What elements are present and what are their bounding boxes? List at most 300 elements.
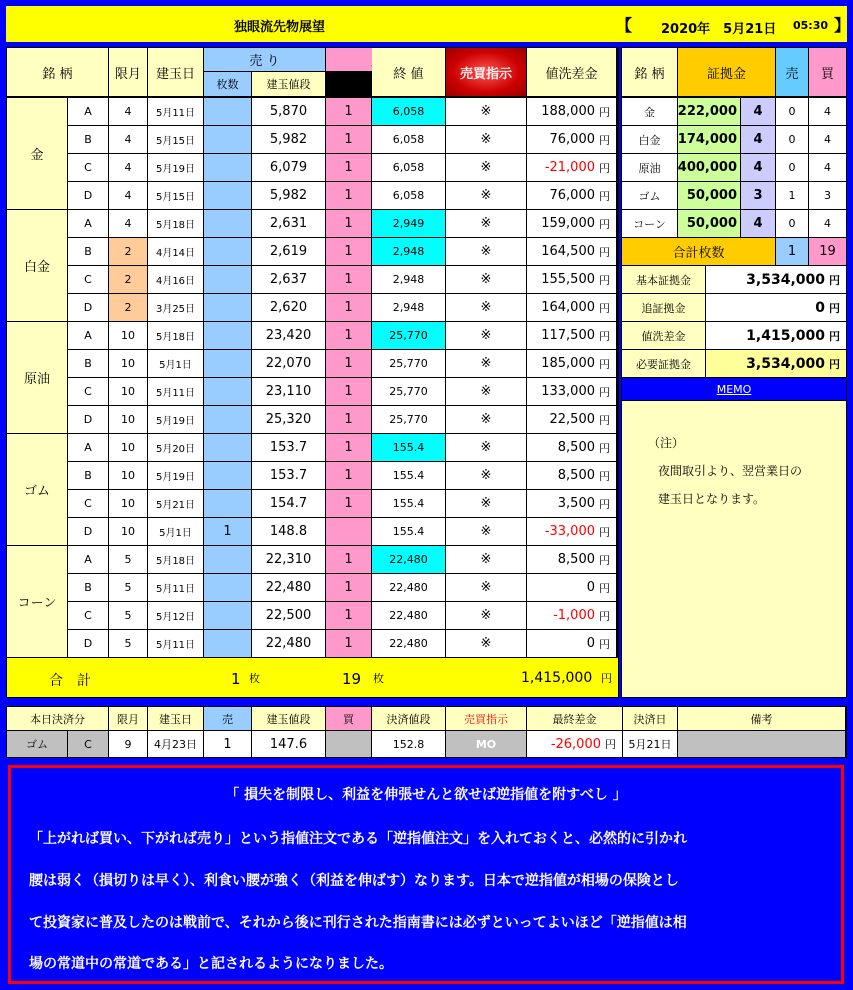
buy-lots: [326, 518, 371, 545]
cell-value: 185,000: [541, 356, 595, 371]
sell-lots: [204, 546, 251, 573]
contract-month: 2: [109, 294, 147, 321]
sell-lots: [204, 98, 251, 125]
report-time: 05:30: [793, 19, 829, 32]
total-lots-sell: 1: [776, 238, 808, 265]
margin-commodity: 原油: [622, 154, 677, 181]
sell-lots: [204, 434, 251, 461]
yen-unit: 円: [599, 441, 610, 455]
margin-amount: 222,000: [678, 98, 740, 125]
mark-to-market-diff: [527, 210, 616, 237]
mark-to-market-diff: [527, 294, 616, 321]
yen-unit: 円: [599, 245, 610, 259]
close-price: 2,948: [372, 266, 445, 293]
settle-header-notes: 備考: [678, 707, 845, 730]
buy-lots: 1: [326, 350, 371, 377]
summary-value: [706, 294, 846, 321]
yen-unit: 円: [599, 413, 610, 427]
settle-header-section: 本日決済分: [7, 707, 108, 730]
mark-to-market-diff: [527, 406, 616, 433]
mark-to-market-diff: [527, 154, 616, 181]
contract-code: C: [68, 490, 108, 517]
settle-header-open-price: 建玉値段: [252, 707, 325, 730]
total-diff: 1,415,000: [521, 670, 593, 686]
contract-month: 10: [109, 490, 147, 517]
contract-month: 5: [109, 630, 147, 657]
settle-open-price: 147.6: [252, 731, 325, 757]
close-price: 25,770: [372, 322, 445, 349]
margin-buy: 4: [809, 154, 846, 181]
margin-commodity: コーン: [622, 210, 677, 237]
contract-month: 10: [109, 462, 147, 489]
contract-code: B: [68, 462, 108, 489]
open-price: 22,500: [252, 602, 325, 629]
yen-unit: 円: [599, 273, 610, 287]
contract-month: 4: [109, 126, 147, 153]
contract-code: A: [68, 98, 108, 125]
cell-value: 8,500: [557, 468, 595, 483]
close-price: 155.4: [372, 518, 445, 545]
contract-month: 10: [109, 406, 147, 433]
close-price: 22,480: [372, 602, 445, 629]
cell-value: 1,415,000: [746, 327, 825, 344]
margin-sell: 0: [776, 154, 808, 181]
margin-header-sell: 売: [776, 48, 808, 96]
open-price: 2,620: [252, 294, 325, 321]
buy-lots: 1: [326, 378, 371, 405]
open-price: 5,982: [252, 182, 325, 209]
lots-unit: 枚: [249, 672, 260, 685]
message-line: 「上がれば買い、下がれば売り」という指値注文である「逆指値注文」を入れておくと、必然的に引かれ: [29, 831, 687, 847]
mark-to-market-diff: [527, 266, 616, 293]
open-price: 153.7: [252, 434, 325, 461]
open-date: 5月1日: [148, 518, 203, 545]
header-month: 限月: [109, 48, 147, 96]
trade-instruction: ※: [446, 378, 526, 405]
open-price: 5,870: [252, 98, 325, 125]
contract-month: 10: [109, 378, 147, 405]
memo-line: 建玉日となります。: [658, 492, 766, 506]
buy-lots: 1: [326, 266, 371, 293]
buy-lots: 1: [326, 294, 371, 321]
open-date: 5月20日: [148, 434, 203, 461]
bracket-open: 【: [616, 16, 633, 35]
summary-label: 追証拠金: [622, 294, 705, 321]
mark-to-market-diff: [527, 630, 616, 657]
positions-table: [6, 47, 619, 698]
contract-code: D: [68, 294, 108, 321]
message-line: 場の常道中の常道である」と記されるようになりました。: [29, 956, 393, 972]
trade-instruction: ※: [446, 518, 526, 545]
cell-value: 133,000: [541, 384, 595, 399]
settle-code: C: [68, 731, 108, 757]
memo-line: （注）: [648, 436, 685, 450]
yen-unit: 円: [599, 525, 610, 539]
settle-notes: [678, 731, 845, 757]
open-price: 22,070: [252, 350, 325, 377]
header-trade-instruction: 売買指示: [446, 48, 526, 96]
margin-header-name: 銘 柄: [622, 48, 677, 96]
yen-unit: 円: [601, 672, 612, 685]
header-sell: 売 り: [204, 48, 325, 71]
margin-panel: [621, 47, 847, 698]
sell-lots: 1: [204, 518, 251, 545]
close-price: 155.4: [372, 434, 445, 461]
buy-lots: 1: [326, 238, 371, 265]
mark-to-market-diff: [527, 98, 616, 125]
header-close: 終 値: [372, 48, 445, 96]
total-label: 合 計: [49, 673, 91, 689]
settle-final-diff: [527, 731, 622, 757]
sell-lots: [204, 350, 251, 377]
contract-code: C: [68, 602, 108, 629]
yen-unit: 円: [599, 469, 610, 483]
margin-buy: 4: [809, 210, 846, 237]
open-date: 4月14日: [148, 238, 203, 265]
close-price: 6,058: [372, 126, 445, 153]
sell-lots: [204, 462, 251, 489]
lots-unit: 枚: [373, 672, 384, 685]
contract-month: 4: [109, 154, 147, 181]
cell-value: 117,500: [541, 328, 595, 343]
margin-header-buy: 買: [809, 48, 846, 96]
open-price: 23,110: [252, 378, 325, 405]
message-box: [8, 765, 844, 984]
cell-value: 76,000: [549, 188, 595, 203]
open-price: 23,420: [252, 322, 325, 349]
open-date: 5月18日: [148, 210, 203, 237]
cell-value: -33,000: [544, 524, 595, 539]
sell-lots: [204, 630, 251, 657]
contract-code: B: [68, 238, 108, 265]
open-date: 5月11日: [148, 98, 203, 125]
open-price: 22,310: [252, 546, 325, 573]
trade-instruction: ※: [446, 322, 526, 349]
open-price: 2,631: [252, 210, 325, 237]
open-date: 5月18日: [148, 322, 203, 349]
margin-sell: 1: [776, 182, 808, 209]
trade-instruction: ※: [446, 154, 526, 181]
yen-unit: 円: [599, 637, 610, 651]
contract-month: 2: [109, 238, 147, 265]
close-price: 2,948: [372, 238, 445, 265]
open-date: 4月16日: [148, 266, 203, 293]
total-lots-buy: 19: [809, 238, 846, 265]
total-sell-lots: 1: [231, 670, 241, 688]
sell-lots: [204, 378, 251, 405]
margin-units: 4: [741, 154, 775, 181]
mark-to-market-diff: [527, 434, 616, 461]
cell-value: -21,000: [544, 160, 595, 175]
cell-value: 0: [815, 299, 825, 316]
sell-lots: [204, 154, 251, 181]
mark-to-market-diff: [527, 378, 616, 405]
margin-commodity: 白金: [622, 126, 677, 153]
mark-to-market-diff: [527, 238, 616, 265]
cell-value: 8,500: [557, 440, 595, 455]
buy-lots: 1: [326, 182, 371, 209]
margin-amount: 400,000: [678, 154, 740, 181]
cell-value: 188,000: [541, 104, 595, 119]
trade-instruction: ※: [446, 574, 526, 601]
trade-instruction: ※: [446, 238, 526, 265]
contract-month: 4: [109, 182, 147, 209]
open-price: 22,480: [252, 630, 325, 657]
settle-buy: [326, 731, 371, 757]
cell-value: 22,500: [549, 412, 595, 427]
margin-units: 4: [741, 126, 775, 153]
cell-value: 164,000: [541, 300, 595, 315]
page-title: 独眼流先物展望: [234, 20, 326, 35]
open-price: 5,982: [252, 126, 325, 153]
trade-instruction: ※: [446, 462, 526, 489]
buy-lots: 1: [326, 546, 371, 573]
sell-lots: [204, 406, 251, 433]
contract-code: A: [68, 434, 108, 461]
settle-header-instr: 売買指示: [446, 707, 526, 730]
trade-instruction: ※: [446, 630, 526, 657]
trade-instruction: ※: [446, 182, 526, 209]
open-date: 5月15日: [148, 182, 203, 209]
open-date: 5月19日: [148, 406, 203, 433]
yen-unit: 円: [599, 217, 610, 231]
contract-code: C: [68, 154, 108, 181]
summary-label: 基本証拠金: [622, 266, 705, 293]
yen-unit: 円: [605, 738, 616, 751]
cell-value: 0: [586, 580, 595, 595]
contract-code: D: [68, 406, 108, 433]
margin-buy: 4: [809, 98, 846, 125]
contract-month: 4: [109, 210, 147, 237]
buy-lots: 1: [326, 490, 371, 517]
margin-units: 3: [741, 182, 775, 209]
open-price: 6,079: [252, 154, 325, 181]
total-row: [7, 658, 618, 697]
sell-lots: [204, 210, 251, 237]
commodity-name: 白金: [7, 210, 67, 321]
margin-buy: 4: [809, 126, 846, 153]
contract-code: C: [68, 378, 108, 405]
contract-code: B: [68, 574, 108, 601]
open-date: 3月25日: [148, 294, 203, 321]
margin-units: 4: [741, 210, 775, 237]
yen-unit: 円: [599, 497, 610, 511]
header-open-price: 建玉値段: [252, 72, 325, 96]
open-date: 5月11日: [148, 630, 203, 657]
close-price: 25,770: [372, 350, 445, 377]
memo-line: 夜間取引より、翌営業日の: [658, 464, 803, 478]
cell-value: -1,000: [553, 608, 595, 623]
yen-unit: 円: [599, 385, 610, 399]
close-price: 6,058: [372, 182, 445, 209]
margin-units: 4: [741, 98, 775, 125]
margin-amount: 174,000: [678, 126, 740, 153]
settle-header-month: 限月: [109, 707, 147, 730]
margin-sell: 0: [776, 126, 808, 153]
contract-code: D: [68, 630, 108, 657]
trade-instruction: ※: [446, 434, 526, 461]
margin-commodity: ゴム: [622, 182, 677, 209]
summary-value: [706, 266, 846, 293]
open-price: 154.7: [252, 490, 325, 517]
mark-to-market-diff: [527, 126, 616, 153]
mark-to-market-diff: [527, 350, 616, 377]
close-price: 22,480: [372, 574, 445, 601]
message-line: 腰は弱く（損切りは早く）、利食い腰が強く（利益を伸ばす）なります。日本で逆指値が相場の保険とし: [29, 873, 679, 889]
contract-month: 5: [109, 602, 147, 629]
header-name: 銘 柄: [7, 48, 108, 96]
cell-value: 155,500: [541, 272, 595, 287]
sell-lots: [204, 126, 251, 153]
sell-lots: [204, 602, 251, 629]
contract-code: D: [68, 182, 108, 209]
settle-header-date: 決済日: [623, 707, 677, 730]
mark-to-market-diff: [527, 602, 616, 629]
open-price: 2,637: [252, 266, 325, 293]
open-price: 148.8: [252, 518, 325, 545]
close-price: 6,058: [372, 98, 445, 125]
open-date: 5月11日: [148, 574, 203, 601]
buy-lots: 1: [326, 406, 371, 433]
contract-month: 5: [109, 546, 147, 573]
sell-lots: [204, 238, 251, 265]
close-price: 25,770: [372, 378, 445, 405]
cell-value: 3,534,000: [746, 355, 825, 372]
contract-month: 5: [109, 574, 147, 601]
yen-unit: 円: [599, 553, 610, 567]
report-date: 2020年 5月21日: [661, 22, 777, 37]
margin-commodity: 金: [622, 98, 677, 125]
memo-box: [622, 401, 846, 697]
settlement-table: [6, 706, 847, 758]
summary-label: 必要証拠金: [622, 350, 705, 377]
cell-value: -26,000: [550, 736, 601, 752]
contract-code: A: [68, 210, 108, 237]
cell-value: 3,500: [557, 496, 595, 511]
yen-unit: 円: [829, 357, 840, 371]
open-price: 25,320: [252, 406, 325, 433]
mark-to-market-diff: [527, 182, 616, 209]
bracket-close: 】: [834, 16, 851, 35]
cell-value: 3,534,000: [746, 271, 825, 288]
settle-instr: MO: [446, 731, 526, 757]
memo-link[interactable]: MEMO: [622, 378, 846, 400]
commodity-name: 金: [7, 98, 67, 209]
close-price: 2,949: [372, 210, 445, 237]
settle-name: ゴム: [7, 731, 67, 757]
buy-lots: 1: [326, 574, 371, 601]
open-date: 5月19日: [148, 462, 203, 489]
settle-month: 9: [109, 731, 147, 757]
mark-to-market-diff: [527, 490, 616, 517]
sell-lots: [204, 182, 251, 209]
commodity-name: ゴム: [7, 434, 67, 545]
buy-lots: 1: [326, 322, 371, 349]
sell-lots: [204, 266, 251, 293]
cell-value: 76,000: [549, 132, 595, 147]
open-date: 5月1日: [148, 350, 203, 377]
mark-to-market-diff: [527, 574, 616, 601]
margin-sell: 0: [776, 210, 808, 237]
yen-unit: 円: [599, 581, 610, 595]
sell-lots: [204, 322, 251, 349]
sell-lots: [204, 294, 251, 321]
contract-month: 10: [109, 322, 147, 349]
open-price: 22,480: [252, 574, 325, 601]
yen-unit: 円: [599, 609, 610, 623]
title-bar: [6, 6, 851, 42]
close-price: 155.4: [372, 462, 445, 489]
buy-lots: 1: [326, 434, 371, 461]
open-date: 5月19日: [148, 154, 203, 181]
cell-value: 0: [586, 636, 595, 651]
contract-code: B: [68, 350, 108, 377]
open-date: 5月12日: [148, 602, 203, 629]
settle-header-buy: 買: [326, 707, 371, 730]
summary-value: [706, 322, 846, 349]
yen-unit: 円: [599, 329, 610, 343]
cell-value: 164,500: [541, 244, 595, 259]
cell-value: 159,000: [541, 216, 595, 231]
contract-month: 4: [109, 98, 147, 125]
open-price: 2,619: [252, 238, 325, 265]
summary-value: [706, 350, 846, 377]
margin-sell: 0: [776, 98, 808, 125]
buy-lots: 1: [326, 630, 371, 657]
message-line: て投資家に普及したのは戦前で、それから後に刊行された指南書には必ずといってよいほど「逆指値は相: [29, 915, 687, 931]
cell-value: 8,500: [557, 552, 595, 567]
total-buy-lots: 19: [342, 670, 362, 688]
settle-sell: 1: [204, 731, 251, 757]
trade-instruction: ※: [446, 266, 526, 293]
margin-header-amount: 証拠金: [678, 48, 775, 96]
close-price: 2,948: [372, 294, 445, 321]
trade-instruction: ※: [446, 294, 526, 321]
header-diff: 値洗差金: [527, 48, 616, 96]
yen-unit: 円: [829, 329, 840, 343]
contract-code: A: [68, 546, 108, 573]
mark-to-market-diff: [527, 322, 616, 349]
settle-date: 5月21日: [623, 731, 677, 757]
buy-lots: 1: [326, 462, 371, 489]
header-open-date: 建玉日: [148, 48, 203, 96]
trade-instruction: ※: [446, 98, 526, 125]
sell-lots: [204, 574, 251, 601]
close-price: 155.4: [372, 490, 445, 517]
contract-month: 2: [109, 266, 147, 293]
commodity-name: コーン: [7, 546, 67, 657]
settle-price: 152.8: [372, 731, 445, 757]
mark-to-market-diff: [527, 462, 616, 489]
contract-code: B: [68, 126, 108, 153]
buy-lots: 1: [326, 210, 371, 237]
yen-unit: 円: [599, 133, 610, 147]
yen-unit: 円: [599, 357, 610, 371]
close-price: 6,058: [372, 154, 445, 181]
trade-instruction: ※: [446, 490, 526, 517]
margin-amount: 50,000: [678, 210, 740, 237]
header-sell-lots: 枚数: [204, 72, 251, 96]
settle-header-open-date: 建玉日: [148, 707, 203, 730]
contract-code: A: [68, 322, 108, 349]
open-date: 5月15日: [148, 126, 203, 153]
trade-instruction: ※: [446, 546, 526, 573]
yen-unit: 円: [599, 301, 610, 315]
close-price: 25,770: [372, 406, 445, 433]
mark-to-market-diff: [527, 546, 616, 573]
trade-instruction: ※: [446, 350, 526, 377]
buy-lots: 1: [326, 602, 371, 629]
